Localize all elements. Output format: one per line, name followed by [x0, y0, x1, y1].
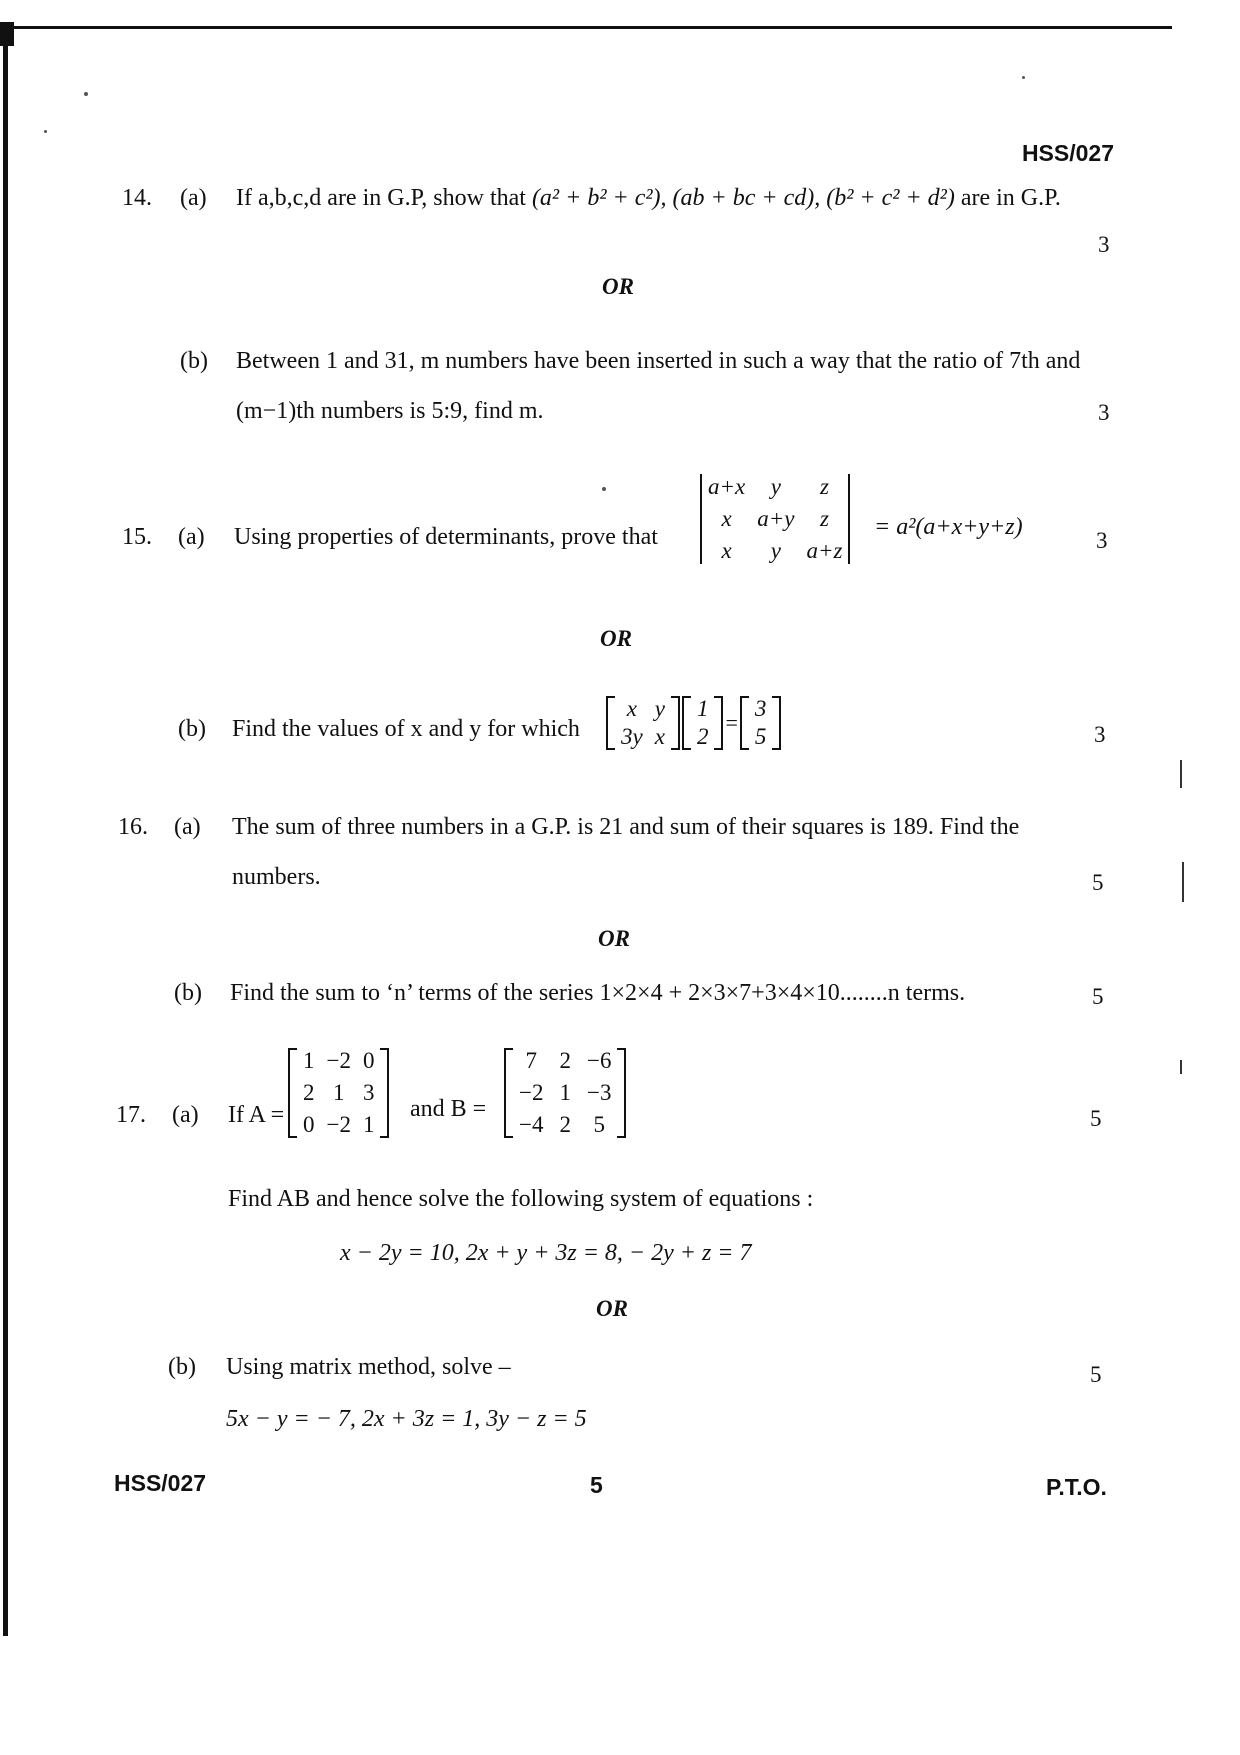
question-text: If a,b,c,d are in G.P, show that (a² + b² + c²), (ab + bc + cd), (b² + c² + d²) are in G.P.: [236, 185, 1061, 211]
or-separator: OR: [600, 626, 632, 651]
pto-label: P.T.O.: [1046, 1474, 1107, 1500]
determinant-result: = a²(a+x+y+z): [874, 514, 1023, 540]
question-text: numbers.: [232, 864, 321, 890]
marks: 5: [1092, 984, 1104, 1009]
scan-mark: [1182, 862, 1184, 902]
header-code: HSS/027: [1021, 140, 1114, 166]
question-text: Find the sum to ‘n’ terms of the series 1×2×4 + 2×3×7+3×4×10........n terms.: [230, 980, 966, 1006]
scan-mark: [1180, 1060, 1182, 1074]
part-label: (b): [180, 348, 208, 374]
marks: 3: [1094, 722, 1106, 747]
scan-speck: [44, 130, 47, 133]
question-text: Between 1 and 31, m numbers have been inserted in such a way that the ratio of 7th and: [236, 348, 1081, 374]
question-number: 15.: [122, 524, 152, 550]
matrix-label: If A =: [228, 1102, 285, 1128]
part-label: (a): [180, 185, 207, 211]
scan-speck: [1022, 76, 1025, 79]
page-number: 5: [590, 1472, 603, 1498]
or-separator: OR: [598, 926, 630, 951]
marks: 3: [1098, 232, 1110, 257]
scan-speck: [84, 92, 88, 96]
equation-system: 5x − y = − 7, 2x + 3z = 1, 3y − z = 5: [226, 1406, 587, 1432]
question-text: Using properties of determinants, prove that: [234, 524, 658, 550]
marks: 5: [1090, 1362, 1102, 1387]
footer-code: HSS/027: [114, 1470, 207, 1496]
page-border-top: [0, 26, 1172, 29]
question-text: Find the values of x and y for which: [232, 716, 580, 742]
scan-speck: [602, 487, 606, 491]
determinant-bar: [848, 474, 850, 564]
matrix-A: 1 −2 0 2 1 3 0 −2 1: [288, 1048, 389, 1138]
or-separator: OR: [596, 1296, 628, 1321]
marks: 5: [1092, 870, 1104, 895]
marks: 3: [1096, 528, 1108, 553]
question-number: 16.: [118, 814, 148, 840]
marks: 5: [1090, 1106, 1102, 1131]
equation-system: x − 2y = 10, 2x + y + 3z = 8, − 2y + z = 7: [340, 1240, 752, 1266]
part-label: (b): [168, 1354, 196, 1380]
page-border-left: [3, 26, 8, 1636]
scan-mark: [1180, 760, 1182, 788]
question-text: Using matrix method, solve –: [226, 1354, 511, 1380]
question-number: 17.: [116, 1102, 146, 1128]
part-label: (b): [178, 716, 206, 742]
matrix-label: and B =: [410, 1096, 487, 1122]
marks: 3: [1098, 400, 1110, 425]
matrix-B: 7 2 −6 −2 1 −3 −4 2 5: [504, 1048, 626, 1138]
determinant: a+x y z x a+y z x y a+z: [700, 474, 850, 564]
or-separator: OR: [602, 274, 634, 299]
part-label: (a): [172, 1102, 199, 1128]
question-text: The sum of three numbers in a G.P. is 21 and sum of their squares is 189. Find the: [232, 814, 1020, 840]
question-number: 14.: [122, 185, 152, 211]
part-label: (b): [174, 980, 202, 1006]
page-corner-mark: [0, 22, 14, 46]
question-text: (m−1)th numbers is 5:9, find m.: [236, 398, 544, 424]
question-text: Find AB and hence solve the following system of equations :: [228, 1186, 814, 1212]
part-label: (a): [178, 524, 205, 550]
matrix-equation: x y 3y x 1 2 = 3 5: [606, 696, 781, 750]
part-label: (a): [174, 814, 201, 840]
